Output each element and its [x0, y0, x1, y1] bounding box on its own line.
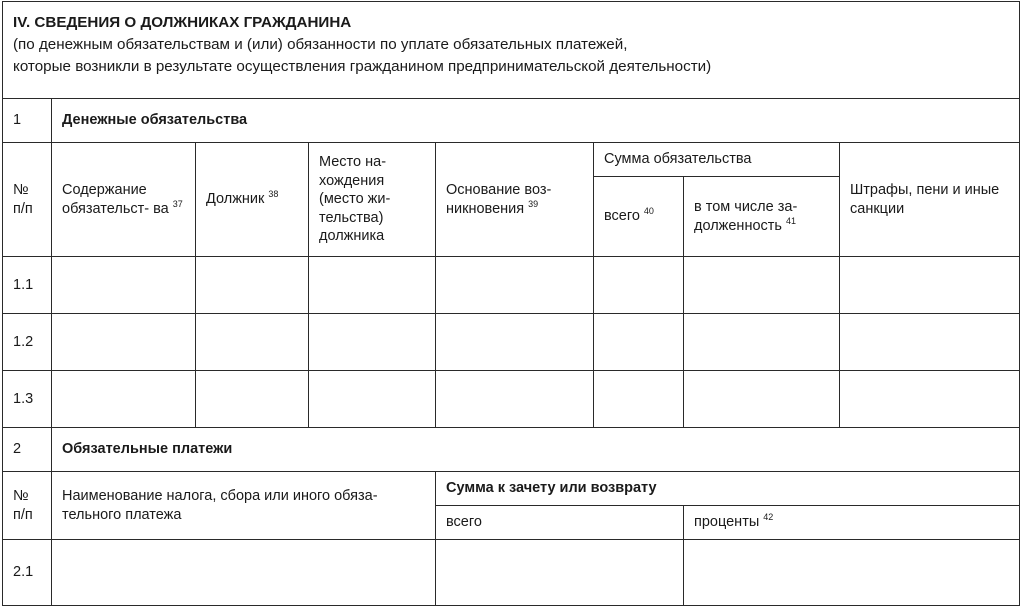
table-cell[interactable]	[436, 371, 594, 428]
table-cell[interactable]	[309, 314, 436, 371]
footnote-39: 39	[528, 198, 539, 209]
table-row	[3, 540, 1020, 606]
table-cell[interactable]	[52, 371, 196, 428]
col-header-content	[52, 143, 196, 257]
col2-header-total: всего	[436, 506, 684, 540]
row-number: 2.1	[3, 540, 52, 606]
table-row	[3, 314, 1020, 371]
table-cell[interactable]	[436, 314, 594, 371]
footnote-40: 40	[643, 206, 654, 217]
col-header-amount: Сумма обязательства	[594, 143, 840, 177]
row-number: 1.2	[3, 314, 52, 371]
row-number: 1.1	[3, 257, 52, 314]
table-cell[interactable]	[684, 540, 1020, 606]
footnote-42: 42	[763, 512, 774, 523]
col-header-total-label: всего	[604, 208, 640, 225]
col-header-basis-label: Основание воз- никновения	[446, 181, 552, 217]
form-subtitle-line2: которые возникли в результате осуществления гражданином предпринимательской деятельности)	[13, 58, 712, 76]
col-header-total	[594, 177, 684, 257]
section-2-title: Обязательные платежи	[52, 428, 1020, 472]
table-cell[interactable]	[436, 540, 684, 606]
table-cell[interactable]	[196, 257, 309, 314]
table-cell[interactable]	[840, 314, 1020, 371]
form-title: IV. СВЕДЕНИЯ О ДОЛЖНИКАХ ГРАЖДАНИНА	[13, 14, 352, 31]
col-header-num: № п/п	[3, 143, 52, 257]
table-cell[interactable]	[436, 257, 594, 314]
col-header-location: Место на- хождения (место жи- тельства) должника	[309, 143, 436, 257]
col2-header-interest	[684, 506, 1020, 540]
col-header-including-debt-label: в том числе за- долженность	[694, 198, 798, 234]
col2-header-interest-label: проценты	[694, 514, 760, 531]
table-cell[interactable]	[196, 314, 309, 371]
form-subtitle-line1: (по денежным обязательствам и (или) обязанности по уплате обязательных платежей,	[13, 36, 628, 54]
section-1-title: Денежные обязательства	[52, 99, 1020, 143]
table-cell[interactable]	[684, 371, 840, 428]
table-cell[interactable]	[684, 314, 840, 371]
table-row	[3, 371, 1020, 428]
col-header-debtor-label: Должник	[206, 191, 265, 208]
table-cell[interactable]	[52, 257, 196, 314]
debtors-form-table	[2, 1, 1020, 606]
col2-header-amount: Сумма к зачету или возврату	[436, 472, 1020, 506]
col-header-content-label: Содержание обязательст- ва	[62, 181, 169, 217]
table-row	[3, 257, 1020, 314]
col-header-penalties: Штрафы, пени и иные санкции	[840, 143, 1020, 257]
col2-header-name: Наименование налога, сбора или иного обяза- тельного платежа	[52, 472, 436, 540]
footnote-38: 38	[268, 189, 279, 200]
table-cell[interactable]	[196, 371, 309, 428]
section-1-number: 1	[3, 99, 52, 143]
footnote-41: 41	[786, 215, 797, 226]
table-cell[interactable]	[594, 314, 684, 371]
table-cell[interactable]	[309, 257, 436, 314]
table-cell[interactable]	[594, 257, 684, 314]
table-cell[interactable]	[840, 257, 1020, 314]
footnote-37: 37	[172, 198, 183, 209]
table-cell[interactable]	[52, 540, 436, 606]
table-cell[interactable]	[840, 371, 1020, 428]
col-header-including-debt	[684, 177, 840, 257]
table-cell[interactable]	[52, 314, 196, 371]
table-cell[interactable]	[309, 371, 436, 428]
form-header	[3, 2, 1020, 99]
table-cell[interactable]	[594, 371, 684, 428]
row-number: 1.3	[3, 371, 52, 428]
col-header-basis	[436, 143, 594, 257]
col-header-debtor	[196, 143, 309, 257]
table-cell[interactable]	[684, 257, 840, 314]
col2-header-num: № п/п	[3, 472, 52, 540]
section-2-number: 2	[3, 428, 52, 472]
